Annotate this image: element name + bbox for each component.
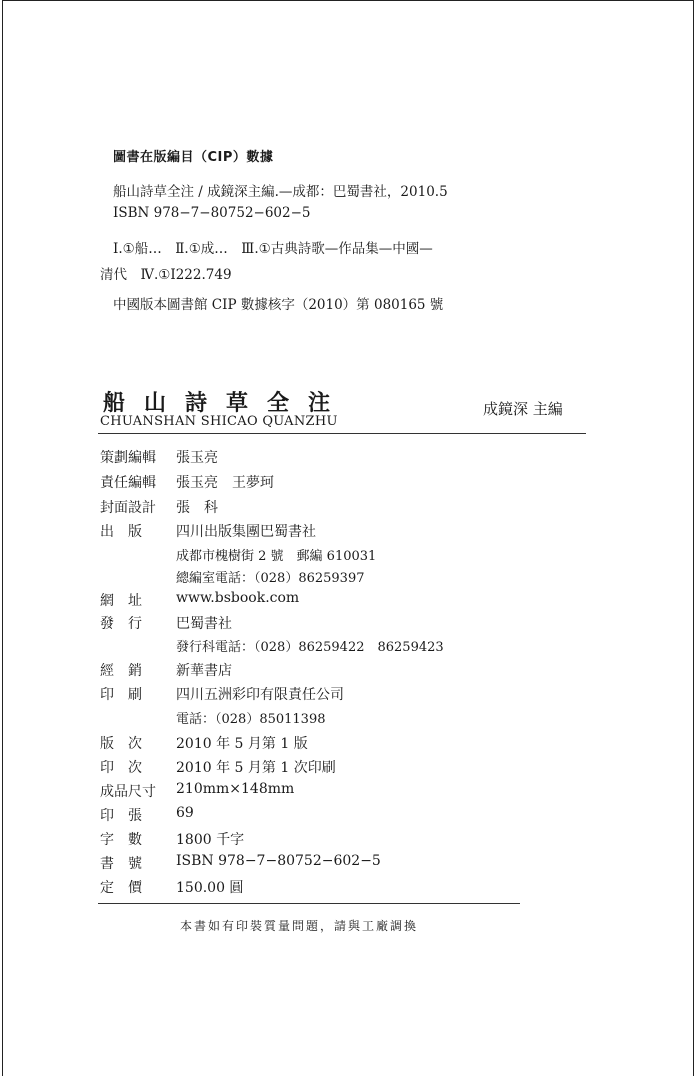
detail-value: 150.00 圓 — [176, 880, 244, 896]
detail-label: 字 數 — [100, 832, 142, 848]
detail-label: 版 次 — [100, 736, 142, 752]
footer-rule — [98, 903, 520, 904]
cip-line-title: 船山詩草全注 / 成鏡深主編.—成都：巴蜀書社，2010.5 — [113, 184, 448, 200]
detail-value: 張玉亮 王夢珂 — [176, 475, 274, 491]
detail-label: 出 版 — [100, 524, 142, 540]
detail-value: 210mm×148mm — [176, 781, 295, 797]
detail-label: 成品尺寸 — [100, 784, 156, 800]
detail-label: 書 號 — [100, 856, 142, 872]
detail-value: 張 科 — [176, 500, 218, 516]
title-rule — [98, 433, 586, 434]
detail-label: 經 銷 — [100, 663, 142, 679]
detail-value: 四川出版集團巴蜀書社 — [176, 524, 316, 540]
detail-value: 69 — [176, 805, 194, 821]
detail-label: 責任編輯 — [100, 475, 156, 491]
detail-label: 印 次 — [100, 760, 142, 776]
detail-value: 四川五洲彩印有限責任公司 — [176, 687, 344, 703]
printer-phone: 電話：（028）85011398 — [176, 712, 326, 727]
cip-heading: 圖書在版編目（CIP）數據 — [113, 150, 274, 165]
detail-value: 2010 年 5 月第 1 版 — [176, 736, 308, 752]
detail-value: 新華書店 — [176, 663, 232, 679]
detail-label: 發 行 — [100, 616, 142, 632]
book-title-english: CHUANSHAN SHICAO QUANZHU — [100, 414, 338, 429]
detail-value: ISBN 978−7−80752−602−5 — [176, 853, 381, 869]
publisher-address: 成都市槐樹街 2 號 郵編 610031 — [176, 549, 377, 564]
detail-value: 巴蜀書社 — [176, 616, 232, 632]
detail-label: 印 刷 — [100, 687, 142, 703]
detail-label: 印 張 — [100, 808, 142, 824]
publisher-editorial-phone: 總編室電話：（028）86259397 — [176, 571, 365, 586]
detail-label: 封面設計 — [100, 500, 156, 516]
detail-label: 網 址 — [100, 593, 142, 609]
distribution-phone: 發行科電話：（028）86259422 86259423 — [176, 640, 444, 655]
detail-value: 2010 年 5 月第 1 次印刷 — [176, 760, 336, 776]
detail-value: www.bsbook.com — [176, 590, 300, 606]
footer-note: 本書如有印裝質量問題，請與工廠調換 — [180, 919, 419, 933]
cip-line-classification-cont: 清代 Ⅳ.①I222.749 — [100, 267, 232, 283]
detail-value: 1800 千字 — [176, 832, 245, 848]
detail-label: 定 價 — [100, 880, 142, 896]
book-editor: 成鏡深 主編 — [483, 400, 563, 418]
cip-line-isbn: ISBN 978−7−80752−602−5 — [113, 205, 311, 221]
cip-line-classification: Ⅰ.①船… Ⅱ.①成… Ⅲ.①古典詩歌—作品集—中國— — [113, 241, 433, 257]
cip-line-record-number: 中國版本圖書館 CIP 數據核字（2010）第 080165 號 — [113, 297, 444, 313]
book-title-chinese: 船山詩草全注 — [103, 390, 350, 416]
detail-value: 張玉亮 — [176, 450, 218, 466]
detail-label: 策劃編輯 — [100, 450, 156, 466]
